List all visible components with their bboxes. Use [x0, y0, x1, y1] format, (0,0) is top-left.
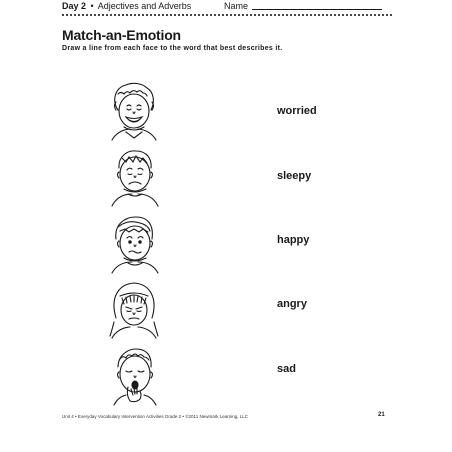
- word-angry[interactable]: angry: [277, 298, 307, 310]
- name-label: Name: [224, 1, 249, 11]
- face-sleepy-boy[interactable]: [98, 345, 170, 407]
- day-label: Day 2: [62, 1, 87, 11]
- face-worried-boy[interactable]: [98, 213, 170, 275]
- topic-label: Adjectives and Adverbs: [97, 1, 192, 11]
- word-sleepy[interactable]: sleepy: [277, 170, 312, 182]
- word-worried[interactable]: worried: [277, 105, 317, 117]
- instruction-text: Draw a line from each face to the word that best describes it.: [62, 45, 283, 52]
- footer-credit: Unit 4 • Everyday Vocabulary Intervention Activities Grade 2 • ©2011 Newmark Learning, LLC: [62, 414, 248, 419]
- page-number: 21: [378, 412, 385, 418]
- header-divider: [62, 14, 392, 16]
- word-sad[interactable]: sad: [277, 363, 296, 375]
- face-sad-boy[interactable]: [98, 146, 170, 208]
- page-title: Match-an-Emotion: [62, 27, 181, 43]
- header-bullet: •: [90, 1, 94, 11]
- face-angry-girl[interactable]: [98, 278, 170, 340]
- name-line[interactable]: [252, 9, 382, 10]
- word-happy[interactable]: happy: [277, 234, 310, 246]
- face-happy-girl[interactable]: [98, 80, 170, 142]
- page-header: [62, 0, 392, 12]
